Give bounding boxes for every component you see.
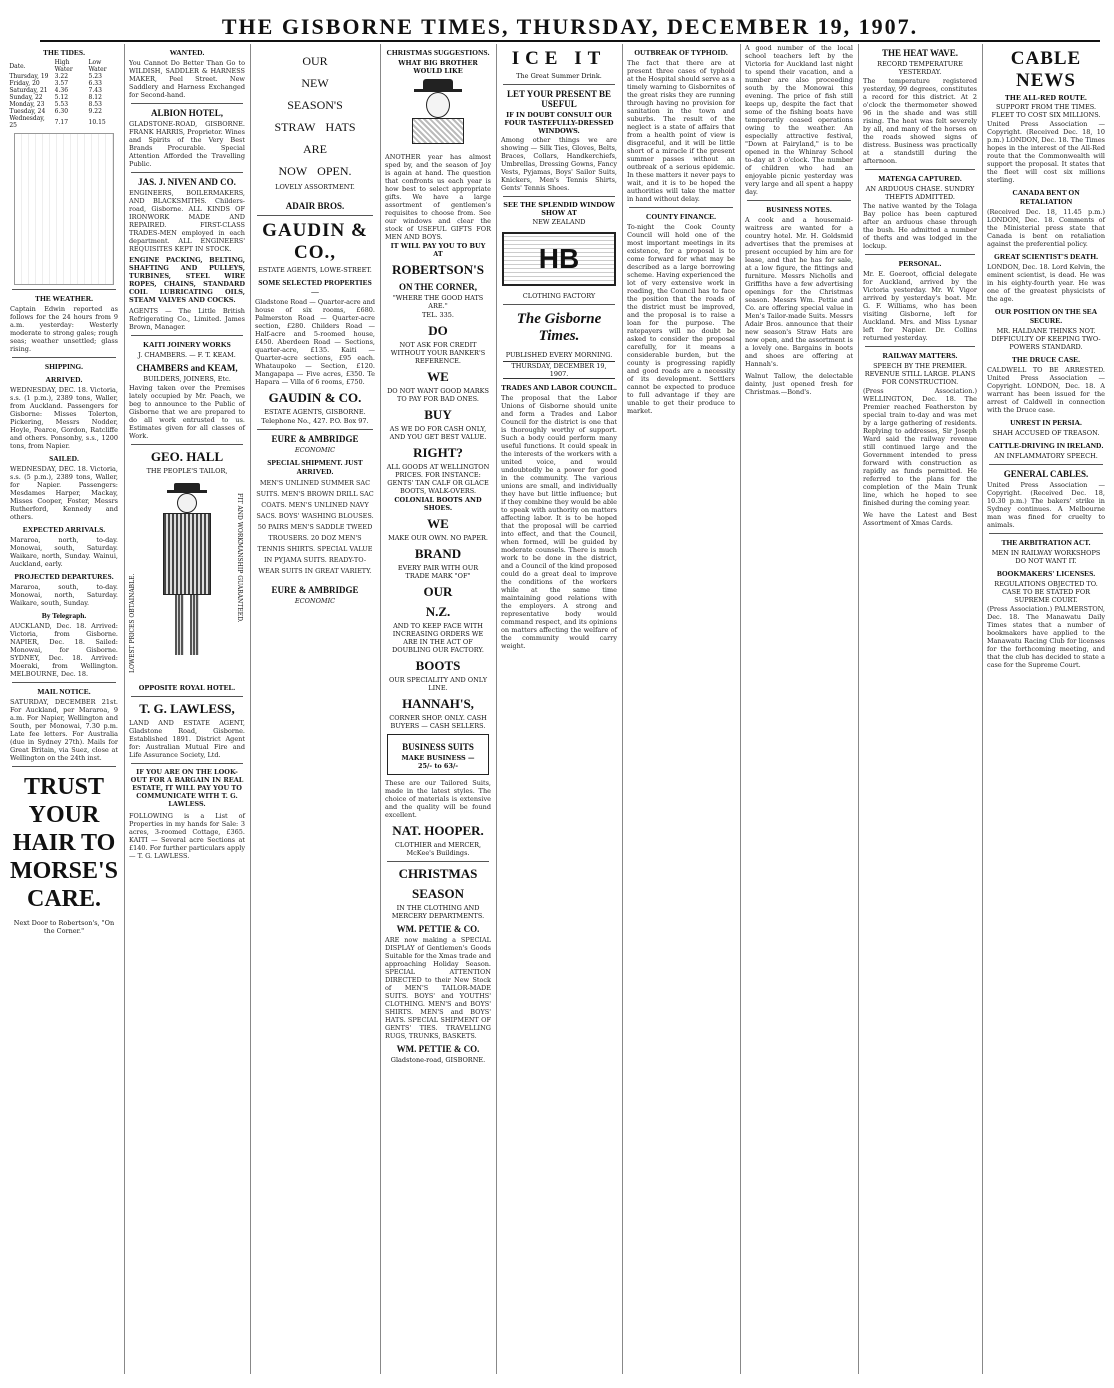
shipment-title: SPECIAL SHIPMENT. JUST ARRIVED. xyxy=(267,458,363,476)
season-line: NEW xyxy=(301,76,329,90)
present-title: LET YOUR PRESENT BE USEFUL xyxy=(506,89,612,109)
tides-cell: 8.53 xyxy=(88,101,102,108)
corner-sub: "WHERE THE GOOD HATS ARE." xyxy=(392,294,484,310)
sailed-text: WEDNESDAY, DEC. 18. Victoria, s.s. (5 p.m.), 2389 tons, Waller, for Napier. Passengers: Mesdames Harper, Mackay, Misses Cooper, Foster, Messrs Rutherford, Kennedy and others. xyxy=(10,465,118,521)
tides-cell: 5.23 xyxy=(88,73,102,80)
paper-name: The Gisborne Times. xyxy=(516,311,602,344)
tides-cell: Tuesday, 24 xyxy=(9,108,46,115)
tides-cell: 8.12 xyxy=(88,94,102,101)
divider xyxy=(865,254,975,255)
we2-word: WE xyxy=(427,516,449,531)
lawless-text: LAND AND ESTATE AGENT, Gladstone Road, Gisborne. Established 1891. District Agent for: Australian Mutual Fire and Life Assurance Society, Ltd. xyxy=(129,719,245,759)
lawless-title: T. G. LAWLESS, xyxy=(139,701,235,716)
niven-list: ENGINE PACKING, BELTING, SHAFTING AND PULLEYS, TURBINES, STEEL WIRE ROPES, CHAINS, STANDARD COIL LUBRICATING OILS, STEAM VALVES AND COCKS. xyxy=(129,256,245,304)
bookmakers-body: (Press Association.) PALMERSTON, Dec. 18. The Manawatu Daily Times states that a number of bookmakers have applied to the Manawatu Racing Club for licenses for the forthcoming meeting, and that the club has decided to state a case for the Supreme Court. xyxy=(987,605,1105,669)
season-line: HATS xyxy=(325,120,356,134)
hb-logo xyxy=(502,232,616,286)
arbitration-title: THE ARBITRATION ACT. xyxy=(1001,538,1091,547)
heat-sub: RECORD TEMPERATURE YESTERDAY. xyxy=(877,60,963,76)
business-notes-title: BUSINESS NOTES. xyxy=(766,205,832,214)
hb-top: NEW ZEALAND xyxy=(532,218,586,226)
heat-title: THE HEAT WAVE. xyxy=(881,48,959,58)
season-line: OPEN. xyxy=(317,164,352,178)
heat-text: The temperature registered yesterday, 99 degrees, constitutes a record for this district. At 2 o'clock the thermometer showed 96 in the shade and was still rising. The heat was felt severely by all, and many of the horses on the roads showed signs of distress. Business was practically at a standstill during the afternoon. xyxy=(863,77,977,165)
tides-cell: Thursday, 19 xyxy=(9,73,49,80)
gaudin2-sub: ESTATE AGENTS, GISBORNE. xyxy=(264,408,366,416)
season-line: STRAW xyxy=(274,120,316,134)
tides-row xyxy=(8,94,119,101)
divider xyxy=(865,169,975,170)
column-5 xyxy=(496,44,621,1374)
figure-hat xyxy=(174,483,200,490)
tides-cell: 7.43 xyxy=(88,87,102,94)
hooper-sub: CLOTHIER and MERCER, McKee's Buildings. xyxy=(394,841,482,857)
our-word: OUR xyxy=(423,584,453,599)
divider xyxy=(257,429,373,430)
gaudin-sub: ESTATE AGENTS, LOWE-STREET. xyxy=(258,266,372,274)
tides-header: Date. xyxy=(9,62,26,70)
xmas-title: CHRISTMAS SUGGESTIONS. xyxy=(386,48,490,57)
agents-text: AGENTS — The Little British Refrigerating Co., Limited. James Brown, Manager. xyxy=(129,307,245,331)
finance-text: To-night the Cook County Council will hold one of the most important meetings in its existence, for a proposal is to come forward for what may be described as a large borrowing scheme. Having experienced the lot of very extensive work in roading, the Council has to face the position that the roads of the district must be improved, and the proposal is to raise a loan for the purpose. The ratepayers will no doubt be asked to consider the proposal carefully, for it means a considerable burden, but the county is progressing rapidly and good roads are a necessity of its development. Settlers cannot be expected to produce to full advantage if they are unable to get their produce to market. xyxy=(627,223,735,415)
divider xyxy=(503,84,615,85)
matenga-sub: AN ARDUOUS CHASE. SUNDRY THEFTS ADMITTED. xyxy=(865,185,975,201)
tides-title: THE TIDES. xyxy=(43,48,85,57)
haldane-title: OUR POSITION ON THE SEA SECURE. xyxy=(994,307,1098,325)
hooper-name: NAT. HOOPER. xyxy=(392,823,484,838)
canada-text: (Received Dec. 18, 11.45 p.m.) LONDON, Dec. 18. Comments of the Ministerial press state that Canada is bent on retaliation against the preferential policy. xyxy=(987,208,1105,248)
hall-side-right: FIT AND WORKMANSHIP GUARANTEED. xyxy=(236,493,243,623)
telegraph-title: By Telegraph. xyxy=(41,611,87,620)
druce-text: CALDWELL TO BE ARRESTED. United Press Association — Copyright. LONDON, Dec. 18. A warrant has been issued for the arrest of Caldwell in connection with the Druce case. xyxy=(987,366,1105,414)
tides-row xyxy=(8,108,119,115)
mail-text: SATURDAY, DECEMBER 21st. For Auckland, per Mararoa, 9 a.m. For Napier, Wellington and South, per Monowai, 7.30 p.m. Late fee letters. For Australia (due in Sydney 27th). Mails for Great Britain, via Suez, close at Wellington on the 24th inst. xyxy=(10,698,118,762)
article-text: The proposal that the Labor Unions of Gisborne should unite and form a Trades and Labor Council for the district is one that is thoroughly worthy of support. Such a body could perform many useful functions. It could speak in the interests of the workers with a united voice, and would undoubtedly be a power for good in the community. The various unions are small, and individually they have but little influence; but if they combine they would be able to speak with authority on matters affecting labor. It is to be hoped that the proposal will be carried into effect, and that the Council, when formed, will be guided by moderate counsels. There is much work to be done in the district, and a Council of the kind proposed could do a great deal to improve the conditions of the workers while at the same time maintaining good relations with the employers. A strong and representative body would command respect, and its opinions on matters affecting the welfare of the community would carry weight. xyxy=(501,394,617,650)
economic-label: ECONOMIC xyxy=(294,446,336,454)
divider xyxy=(629,207,733,208)
wanted-text: You Cannot Do Better Than Go to WILDISH, SADDLER & HARNESS MAKER, Peel Street. New Saddlery and Harness Exchanged for Second-hand. xyxy=(129,59,245,99)
hannah-sub: CORNER SHOP. ONLY. CASH BUYERS — CASH SELLERS. xyxy=(389,714,487,730)
wanted-title: WANTED. xyxy=(169,48,205,57)
boots-text: OUR SPECIALITY AND ONLY LINE. xyxy=(388,676,488,692)
masthead-title: THE GISBORNE TIMES, THURSDAY, DECEMBER 19, 1907. xyxy=(221,14,919,39)
divider xyxy=(131,335,243,336)
hall-bottom: OPPOSITE ROYAL HOTEL. xyxy=(138,684,236,692)
tides-table xyxy=(8,59,119,129)
hall-title: GEO. HALL xyxy=(150,449,224,464)
present-text: IF IN DOUBT CONSULT OUR FOUR TASTEFULLY-DRESSED WINDOWS. xyxy=(504,111,614,135)
niven-text: ENGINEERS, BOILERMAKERS, AND BLACKSMITHS. Childers-road, Gisborne. ALL KINDS OF IRONWORK MADE AND REPAIRED. FIRST-CLASS TRADES-MEN employed in each department. ALL ENGINEERS' REQUISITES KEPT IN STOCK. xyxy=(129,189,245,253)
cable-text: United Press Association — Copyright. (Received Dec. 18, 10 p.m.) LONDON, Dec. 18. The Times hopes in the interest of the All-Red route that the Commonwealth will support the proposal. It states that the fleet will cost six millions sterling. xyxy=(987,120,1105,184)
we-word: WE xyxy=(427,369,449,384)
robertson-name: ROBERTSON'S xyxy=(391,262,484,277)
season-line: NOW xyxy=(278,164,308,178)
niven-title: JAS. J. NIVEN AND CO. xyxy=(138,177,236,187)
divider xyxy=(747,200,851,201)
arbitration-text: MEN IN RAILWAY WORKSHOPS DO NOT WANT IT. xyxy=(991,549,1101,565)
kelvin-title: GREAT SCIENTIST'S DEATH. xyxy=(994,252,1098,261)
arrived-title: ARRIVED. xyxy=(45,375,83,384)
druce-title: THE DRUCE CASE. xyxy=(1011,355,1081,364)
persia-title: UNREST IN PERSIA. xyxy=(1010,418,1082,427)
season-line: OUR xyxy=(302,54,328,68)
masthead xyxy=(40,14,1100,42)
divider xyxy=(387,861,489,862)
kaiti-title: KAITI JOINERY WORKS xyxy=(143,340,231,349)
divider xyxy=(12,766,116,767)
expected-title: EXPECTED ARRIVALS. xyxy=(22,525,106,534)
article-title: TRADES AND LABOR COUNCIL. xyxy=(501,383,617,392)
lookout-text: IF YOU ARE ON THE LOOK-OUT FOR A BARGAIN IN REAL ESTATE, IT WILL PAY YOU TO COMMUNICATE WITH T. G. LAWLESS. xyxy=(130,768,244,808)
cattle-title: CATTLE-DRIVING IN IRELAND. xyxy=(988,441,1104,450)
tides-cell: 4.36 xyxy=(54,87,69,94)
chambers-title: CHAMBERS and KEAM, xyxy=(136,363,238,373)
tides-header-row xyxy=(8,59,119,73)
column-3 xyxy=(250,44,379,1374)
trust-sub: Next Door to Robertson's, "On the Corner." xyxy=(13,919,115,935)
season-line: ARE xyxy=(303,142,327,156)
business-suits-box xyxy=(387,734,489,775)
pettie2-name: WM. PETTIE & CO. xyxy=(396,1044,480,1054)
column-1 xyxy=(6,44,122,1374)
cable-sub2: SUPPORT FROM THE TIMES. FLEET TO COST SIX MILLIONS. xyxy=(991,103,1101,119)
divider xyxy=(131,763,243,764)
season-line: SEASON'S xyxy=(287,98,343,112)
divider xyxy=(989,464,1103,465)
trust-ad: TRUST YOUR HAIR TO MORSE'S CARE. xyxy=(9,774,119,912)
tides-cell: 3.22 xyxy=(54,73,69,80)
telegraph-text: AUCKLAND, Dec. 18. Arrived: Victoria, from Gisborne. NAPIER, Dec. 18. Sailed: Monowai, for Gisborne. SYDNEY, Dec. 18. Arrived: Moeraki, from Wellington. MELBOURNE, Dec. 18. xyxy=(10,622,118,678)
figure-legs xyxy=(161,595,213,655)
we-text: DO NOT WANT GOOD MARKS TO PAY FOR BAD ONES. xyxy=(387,387,489,403)
splendid-text: SEE THE SPLENDID WINDOW SHOW AT xyxy=(503,201,615,217)
divider xyxy=(131,172,243,173)
divider xyxy=(131,103,243,104)
gaudin2-title: GAUDIN & CO. xyxy=(268,390,362,405)
general-title: GENERAL CABLES. xyxy=(1003,469,1089,479)
present-list: Among other things we are showing — Silk Ties, Gloves, Belts, Braces, Collars, Handkerchiefs, Umbrellas, Dressing Gowns, Fancy Vests, Pyjamas, Boys' Sailor Suits, Knickers, Men's Tennis Shirts, Gents' Tennis Shoes. xyxy=(501,136,617,192)
kelvin-text: LONDON, Dec. 18. Lord Kelvin, the eminent scientist, is dead. He was in his eighty-fourth year. He was one of the greatest physicists of the age. xyxy=(987,263,1105,303)
tides-row xyxy=(8,87,119,94)
canada-title: CANADA BENT ON RETALIATION xyxy=(1012,188,1080,206)
tides-cell: 9.22 xyxy=(88,108,102,115)
brand-word: BRAND xyxy=(414,546,462,561)
tides-cell: 5.12 xyxy=(54,94,69,101)
pettie-name: WM. PETTIE & CO. xyxy=(396,924,480,934)
outbreak-text: The fact that there are at present three cases of typhoid at the Hospital should serve as a timely warning to Gisbornites of the great risks they are running through having no provision for sanitation in the town and suburbs. The result of the neglect is a state of affairs that from a health point of view is disgraceful, and it will be little short of a miracle if the present summer passes without an outbreak of a serious epidemic. In these matters it never pays to wait, and it is to be hoped the authorities will take the matter in hand without delay. xyxy=(627,59,736,203)
figure-coat xyxy=(163,513,211,595)
pettie2-sub: Gladstone-road, GISBORNE. xyxy=(390,1056,486,1064)
cable-sub: THE ALL-RED ROUTE. xyxy=(1004,94,1088,102)
iceit-sub: The Great Summer Drink. xyxy=(516,72,602,80)
personal-text: Mr. E. Goeroot, official delegate for Auckland, arrived by the Victoria yesterday. Mr. W. Vigor arrived by yesterday's boat. Mr. G. F. Williams, who has been visiting Gisborne, left for Auckland. Mrs. and Miss Lysnar left for Napier. Dr. Collins returned yesterday. xyxy=(863,270,977,342)
column-4 xyxy=(380,44,495,1374)
right-text: ALL GOODS AT WELLINGTON PRICES. FOR INSTANCE: GENTS' TAN CALF OR GLACE BOOTS, WALK-OVERS. xyxy=(386,463,490,495)
hall-figure-area xyxy=(125,483,249,683)
divider xyxy=(131,696,243,697)
weather-title: THE WEATHER. xyxy=(34,294,94,303)
nz-text: AND TO KEEP FACE WITH INCREASING ORDERS WE ARE IN THE ACT OF DOUBLING OUR FACTORY. xyxy=(392,622,484,654)
sailed-title: SAILED. xyxy=(49,454,79,463)
right-word: RIGHT? xyxy=(413,445,463,460)
tides-cell: Monday, 23 xyxy=(9,101,45,108)
outbreak-title: OUTBREAK OF TYPHOID. xyxy=(634,48,728,57)
tides-row xyxy=(8,73,119,80)
column-6 xyxy=(622,44,739,1374)
tides-row xyxy=(8,80,119,87)
albion-text: GLADSTONE-ROAD, GISBORNE. FRANK HARRIS, Proprietor. Wines and Spirits of the Very Best Brands Procurable. Special Attention Afforded the Travelling Public. xyxy=(129,120,245,168)
selected-text: Gladstone Road — Quarter-acre and house of six rooms, £680. Palmerston Road — Quarter-acre section, £280. Childers Road — Half-acre and 5-roomed house, £450. Aberdeen Road — Sections, quarter-acre, £135. Kaiti — Quarter-acre sections, £95 each. Whataupoko — Section, £120. Mangapapa — Five acres, £350. Te Hapara — Villa of 6 rooms, £750. xyxy=(255,298,375,386)
gaudin-title: GAUDIN & CO., xyxy=(262,220,368,263)
brand-text: EVERY PAIR WITH OUR TRADE MARK "OF" xyxy=(397,564,479,580)
published-text: PUBLISHED EVERY MORNING. xyxy=(505,351,613,359)
adair-name: ADAIR BROS. xyxy=(285,201,345,211)
tides-cell: 6.33 xyxy=(88,80,102,87)
do-word: DO xyxy=(428,323,448,338)
tides-cell: 5.53 xyxy=(54,101,69,108)
personal-title: PERSONAL. xyxy=(898,259,942,268)
divider xyxy=(257,215,373,216)
bookmakers-title: BOOKMAKERS' LICENSES. xyxy=(996,569,1096,578)
matenga-text: The native wanted by the Tolaga Bay police has been captured after an arduous chase through the bush. He admitted a number of thefts and was lodged in the lockup. xyxy=(863,202,977,250)
divider xyxy=(12,682,116,683)
hb-mark: HB xyxy=(538,243,580,274)
business-sub: MAKE BUSINESS — 25/- to 63/- xyxy=(401,754,475,770)
general-text: United Press Association — Copyright. (Received Dec. 18, 10.30 p.m.) The bakers' strike in Sydney continues. A Melbourne man was fined for cruelty to animals. xyxy=(987,481,1105,529)
arrived-text: WEDNESDAY, DEC. 18. Victoria, s.s. (1 p.m.), 2389 tons, Waller, from Auckland. Passengers for Gisborne: Misses Tolerton, Pickering, Messrs Nodder, Hoyle, Pearce, Gordon, Ratcliffe and others. Ponsonby, s.s., 1200 tons, from Napier. xyxy=(10,386,118,450)
xmas-sub: WHAT BIG BROTHER WOULD LIKE xyxy=(398,59,478,75)
season-sub: LOVELY ASSORTMENT. xyxy=(275,183,355,191)
railway-text: (Press Association.) WELLINGTON, Dec. 18. The Premier reached Featherston by special train to-day and was met by a large gathering of residents. Replying to addresses, Sir Joseph Ward said the railway revenue still continued large and the Government intended to press forward with construction as rapidly as funds permitted. He referred to the plans for the completion of the Main Trunk line, which he hoped to see finished during the coming year. xyxy=(863,387,977,507)
cable-title: CABLE NEWS xyxy=(1010,48,1082,91)
hall-side-left: LOWEST PRICES OBTAINABLE. xyxy=(129,573,136,673)
tides-cell: Saturday, 21 xyxy=(9,87,48,94)
albion-title: ALBION HOTEL, xyxy=(150,108,224,118)
eure-title-2: EURE & AMBRIDGE xyxy=(271,585,359,595)
selected-title: SOME SELECTED PROPERTIES — xyxy=(258,278,372,296)
divider xyxy=(989,533,1103,534)
season-word: SEASON xyxy=(411,886,465,901)
haldane-text: MR. HALDANE THINKS NOT. DIFFICULTY OF KEEPING TWO-POWERS STANDARD. xyxy=(991,327,1101,351)
finance-title: COUNTY FINANCE. xyxy=(645,212,717,221)
tides-cell: 7.17 xyxy=(54,118,69,126)
column-7 xyxy=(740,44,857,1374)
eure-title: EURE & AMBRIDGE xyxy=(271,434,359,444)
properties-text: FOLLOWING is a List of Properties in my hands for Sale: 3 acres, 3-roomed Cottage, £365. KAITI — Several acre Sections at £140. For further particulars apply — T. G. LAWLESS. xyxy=(129,812,245,860)
buy-word: BUY xyxy=(424,407,452,422)
tides-header: High Water xyxy=(54,59,73,73)
walnut-text: Walnut Tallow, the delectable dainty, just opened fresh for Christmas.—Bond's. xyxy=(745,372,853,396)
christmas-word: CHRISTMAS xyxy=(398,866,478,881)
economic-label-2: ECONOMIC xyxy=(294,597,336,605)
colonial-label: COLONIAL BOOTS AND SHOES. xyxy=(394,496,482,512)
column-8 xyxy=(858,44,981,1374)
shipment-text: MEN'S UNLINED SUMMER SAC SUITS. MEN'S BROWN DRILL SAC COATS. MEN'S UNLINED NAVY SACS. BOYS' WASHING BLOUSES. 50 PAIRS MEN'S SADDLE TWEED TROUSERS. 20 DOZ MEN'S TENNIS SHIRTS. SPECIAL VALUE IN PYJAMA SUITS. READY-TO-WEAR SUITS IN GREAT VARIETY. xyxy=(256,479,374,575)
mail-title: MAIL NOTICE. xyxy=(37,687,91,696)
tailor-figure-illustration xyxy=(161,483,213,663)
chambers-sub: BUILDERS, JOINERS, Etc. xyxy=(143,375,231,383)
do-text: NOT ASK FOR CREDIT WITHOUT YOUR BANKER'S REFERENCE. xyxy=(390,341,486,365)
column-2 xyxy=(124,44,249,1374)
divider xyxy=(12,357,116,358)
teacher-text: A good number of the local school teachers left by the Victoria for Auckland last night to spend their vacation, and a number are also proceeding south by the Monowai this evening. The price of fish still keeps up, despite the fact that some of the fishing boats have temporarily ceased operations owing to the weather. An especially attractive festival, "Down at Fairyland," is to be opened in the Whinray School to-day at 3 o'clock. The number of children who had an enjoyable picnic yesterday was very large and all spent a happy day. xyxy=(745,44,853,196)
railway-title: RAILWAY MATTERS. xyxy=(882,351,958,360)
corner-label: ON THE CORNER, xyxy=(398,282,478,292)
cattle-text: AN INFLAMMATORY SPEECH. xyxy=(994,452,1098,460)
shipping-title: SHIPPING. xyxy=(44,362,84,371)
divider xyxy=(865,346,975,347)
expected-text: Mararoa, north, to-day. Monowai, south, Saturday. Waikare, north, Sunday. Wainui, Auckland, early. xyxy=(10,536,118,568)
hall-sub: THE PEOPLE'S TAILOR, xyxy=(146,467,228,475)
tides-row xyxy=(8,115,119,129)
gaudin2-text: Telephone No., 427. P.O. Box 97. xyxy=(261,417,369,425)
xmas-text: ANOTHER year has almost sped by, and the season of Joy is again at hand. The question that confronts us each year is how best to select appropriate gifts. We have a large assortment of gentlemen's requisites to choose from. See our windows and clear the stock of USEFUL GIFTS FOR MEN AND BOYS. xyxy=(385,153,491,241)
dateline: THURSDAY, DECEMBER 19, 1907. xyxy=(503,361,615,379)
bookmakers-text: REGULATIONS OBJECTED TO. CASE TO BE STATED FOR SUPREME COURT. xyxy=(994,580,1098,604)
pettie-text: ARE now making a SPECIAL DISPLAY of Gentlemen's Goods Suitable for the Xmas trade and approaching Holiday Season. SPECIAL ATTENTION DIRECTED to their New Stock of MEN'S TAILOR-MADE SUITS. BOYS' and YOUTHS' CLOTHING. MEN'S and BOYS' SHIRTS. MEN'S and BOYS' HATS. SPECIAL SHIPMENT OF GENTS' TIES. TRAVELLING RUGS, TRUNKS, BASKETS. xyxy=(385,936,491,1040)
projected-text: Mararoa, south, to-day. Monowai, north, Saturday. Waikare, south, Sunday. xyxy=(10,583,118,607)
pay-text: IT WILL PAY YOU TO BUY AT xyxy=(390,242,486,258)
tides-row xyxy=(8,101,119,108)
persia-text: SHAH ACCUSED OF TREASON. xyxy=(992,429,1100,437)
tides-cell: Friday, 20 xyxy=(9,80,40,87)
xmas-cards-text: We have the Latest and Best Assortment of Xmas Cards. xyxy=(863,511,977,527)
business-notes-text: A cook and a housemaid-waitress are wanted for a country hotel. Mr. H. Goldsmid advertises that the premises at present occupied by him are for lease, and that he has for sale, at a low figure, the fittings and furniture. Messrs Nicholls and Griffiths have a few advertising openings for the Christmas season. Messrs Wm. Pettie and Co. are offering special value in Men's Tailor-made Suits. Messrs Adair Bros. announce that their new season's Straw Hats are now open, and the assortment is a lovely one. Bargains in boots and shoes are offering at Hannah's. xyxy=(745,216,853,368)
business-title: BUSINESS SUITS xyxy=(402,742,474,752)
buy-text: AS WE DO FOR CASH ONLY, AND YOU GET BEST VALUE. xyxy=(389,425,487,441)
iceit-title: ICE IT xyxy=(511,48,607,69)
season-ad xyxy=(251,50,379,182)
man-in-hat-illustration xyxy=(408,79,468,149)
divider xyxy=(503,304,615,305)
clothing-text: IN THE CLOTHING AND MERCERY DEPARTMENTS. xyxy=(391,904,485,920)
tides-cell: 10.15 xyxy=(88,118,106,126)
business-text: These are our Tailored Suits, made in the latest styles. The choice of materials is extensive and the quality will be found excellent. xyxy=(385,779,491,819)
column-9 xyxy=(982,44,1109,1374)
tides-header: Low Water xyxy=(88,59,107,73)
figure-head xyxy=(177,493,197,513)
tides-cell: 3.57 xyxy=(54,80,69,87)
projected-title: PROJECTED DEPARTURES. xyxy=(14,572,114,581)
kaiti-names: J. CHAMBERS. — F. T. KEAM. xyxy=(138,351,236,359)
weather-chart-placeholder xyxy=(14,133,114,285)
boots-word: BOOTS xyxy=(415,658,461,673)
chambers-text: Having taken over the Premises lately occupied by Mr. Peach, we beg to announce to the Public of Gisborne that we are prepared to do all work entrusted to us. Estimates given for all classes of Work. xyxy=(129,384,245,440)
railway-sub: SPEECH BY THE PREMIER. REVENUE STILL LARGE. PLANS FOR CONSTRUCTION. xyxy=(864,362,976,386)
nz-word: N.Z. xyxy=(425,604,451,619)
tides-cell: 6.30 xyxy=(54,108,69,115)
tides-cell: Wednesday, 25 xyxy=(9,115,45,129)
tides-cell: Sunday, 22 xyxy=(9,94,43,101)
divider xyxy=(12,289,116,290)
we2-text: MAKE OUR OWN. NO PAPER. xyxy=(388,534,488,542)
tel: TEL. 335. xyxy=(421,311,454,319)
divider xyxy=(131,444,243,445)
matenga-title: MATENGA CAPTURED. xyxy=(878,174,962,183)
hannah-name: HANNAH'S, xyxy=(402,696,474,711)
weather-text: Captain Edwin reported as follows for the 24 hours from 9 a.m. yesterday: Westerly moderate to strong gales; rough seas; weather unsettled; glass rising. xyxy=(10,305,118,353)
divider xyxy=(503,196,615,197)
hb-bottom: CLOTHING FACTORY xyxy=(522,292,596,300)
